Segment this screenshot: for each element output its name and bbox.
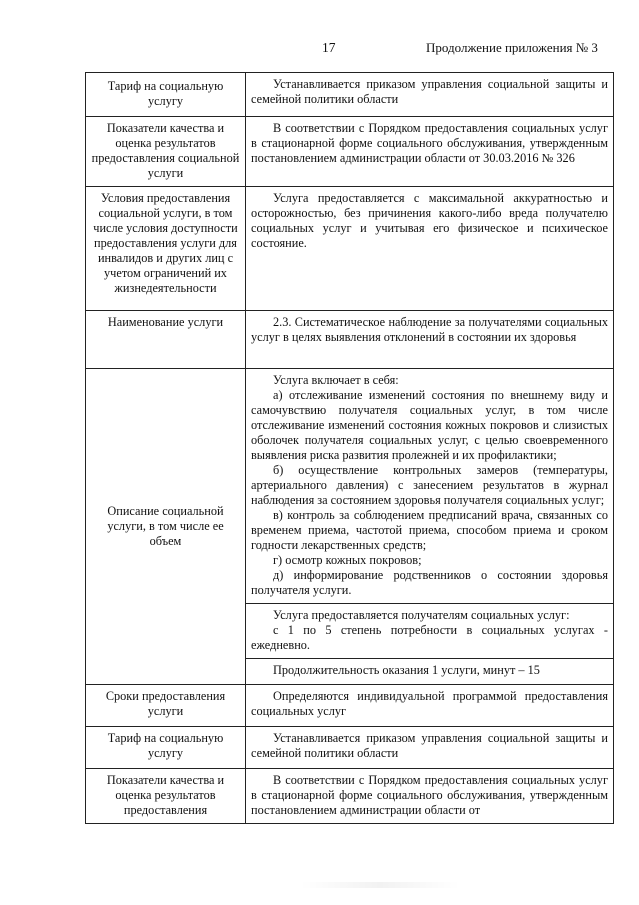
row-label: Тариф на социальную услугу (86, 73, 246, 117)
table-row (86, 727, 614, 769)
description-paragraph: Продолжительность оказания 1 услуги, минут – 15 (273, 663, 540, 677)
description-duration (246, 659, 614, 685)
row-text: 2.3. Систематическое наблюдение за получателями социальных услуг в целях выявления отклонений в состоянии их здоровья (251, 315, 608, 344)
description-paragraph: с 1 по 5 степень потребности в социальных услугах - ежедневно. (251, 623, 608, 652)
table-row (86, 117, 614, 187)
row-label: Наименование услуги (86, 311, 246, 369)
services-table (85, 72, 614, 824)
description-recipients (246, 604, 614, 659)
row-value (246, 769, 614, 824)
row-text: Определяются индивидуальной программой предоставления социальных услуг (251, 689, 608, 718)
description-paragraph: д) информирование родственников о состоянии здоровья получателя услуги. (251, 568, 608, 597)
description-paragraph: а) отслеживание изменений состояния по внешнему виду и самочувствию получателя социальных услуг, в том числе отслеживание изменений состояния кожных покровов и слизистых оболочек получателя социальных услуг, с целью своевременного выявления риска развития пролежней и их профилактики; (251, 388, 608, 462)
row-text: Устанавливается приказом управления социальной защиты и семейной политики области (251, 77, 608, 106)
row-value (246, 73, 614, 117)
description-paragraph: г) осмотр кожных покровов; (273, 553, 422, 567)
row-text: Услуга предоставляется с максимальной аккуратностью и осторожностью, без причинения какого-либо вреда получателю социальных услуг и учитывая его физическое и психическое состояние. (251, 191, 608, 250)
table-row (86, 311, 614, 369)
row-label: Сроки предоставления услуги (86, 685, 246, 727)
description-paragraph: б) осуществление контрольных замеров (температуры, артериального давления) с занесением результатов в журнал наблюдения за состоянием здоровья получателя социальных услуг; (251, 463, 608, 507)
description-paragraph: Услуга включает в себя: (273, 373, 399, 387)
scan-artifact (300, 882, 460, 888)
continuation-note: Продолжение приложения № 3 (426, 40, 598, 55)
table-row (86, 73, 614, 117)
row-label: Показатели качества и оценка результатов предоставления социальной услуги (86, 117, 246, 187)
row-value (246, 117, 614, 187)
description-paragraph: в) контроль за соблюдением предписаний врача, связанных со временем приема, частотой приема, способом приема и сроком годности лекарственных средств; (251, 508, 608, 552)
row-value (246, 727, 614, 769)
table-row (86, 369, 614, 604)
table-row (86, 187, 614, 311)
table-row (86, 769, 614, 824)
description-includes (246, 369, 614, 604)
row-label: Тариф на социальную услугу (86, 727, 246, 769)
row-text: В соответствии с Порядком предоставления социальных услуг в стационарной форме социального обслуживания, утвержденным постановлением администрации области от (251, 773, 608, 817)
row-label: Условия предоставления социальной услуги, в том числе условия доступности предоставления услуги для инвалидов и других лиц с учетом ограничений их жизнедеятельности (86, 187, 246, 311)
row-text: Устанавливается приказом управления социальной защиты и семейной политики области (251, 731, 608, 760)
row-value (246, 311, 614, 369)
description-label: Описание социальной услуги, в том числе ее объем (86, 369, 246, 685)
row-value (246, 685, 614, 727)
description-paragraph: Услуга предоставляется получателям социальных услуг: (273, 608, 570, 622)
page-number: 17 (322, 40, 336, 55)
table-row (86, 685, 614, 727)
row-label: Показатели качества и оценка результатов предоставления (86, 769, 246, 824)
row-text: В соответствии с Порядком предоставления социальных услуг в стационарной форме социального обслуживания, утвержденным постановлением администрации области от 30.03.2016 № 326 (251, 121, 608, 165)
row-value (246, 187, 614, 311)
